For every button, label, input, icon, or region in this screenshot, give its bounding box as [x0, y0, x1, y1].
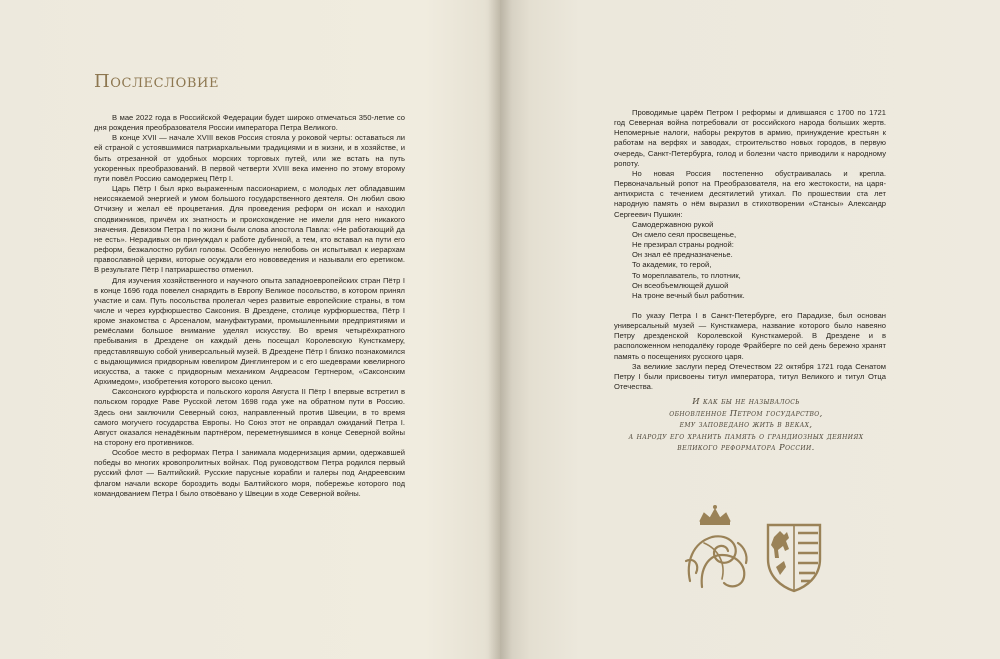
paragraph: Саксонского курфюрста и польского короля Августа II Пётр I впервые встретил в польском городке Раве Русской летом 1698 года уже на обратном пути в Россию. Здесь они заключили Северный союз, направленный против Швеции, в то время самого могучего государства Европы. Но Союз этот не оправдал ожиданий Петра I. Август оказался ненадёжным партнёром, переметнувшимся в конце Северной войны на сторону его противников.	[94, 387, 405, 447]
epigraph-line: великого реформатора России.	[677, 442, 815, 453]
poem-line: То мореплаватель, то плотник,	[632, 270, 741, 280]
page-title: Послесловие	[94, 71, 220, 92]
paragraph: Проводимые царём Петром I реформы и длившаяся с 1700 по 1721 год Северная война потребовали от российского народа больших жертв. Непомерные налоги, наборы рекрутов в армию, принуждение крестьян к работам на верфях и заводах, строительство новых городов, в первую очередь, Санкт-Петербурга, голод и болезни часто приводили к народному ропоту.	[614, 108, 886, 168]
paragraph: Для изучения хозяйственного и научного опыта западноевропейских стран Пётр I в конце 1696 года повелел снарядить в Европу Великое посольство, в котором принял участие и сам. Путь посольства пролегал через развитые европейские страны, в том числе и через курфюршество Саксония. В Дрездене, столице курфюршества, Пётр I кроме знакомства с Арсеналом, мануфактурами, промышленными предприятиями и ремёслами большое внимание уделял искусству. Во время четырёхкратного пребывания в Дрездене он каждый день посещал Королевскую Кунсткамеру, представлявшую собой универсальный музей. В Дрездене Пётр I близко познакомился с выдающимися придворным ювелиром Динглингером и с его шедеврами ювелирного искусства, а также с придворным механиком Андреасом Гертнером, «Саксонским Архимедом», изобретения которого высоко ценил.	[94, 275, 405, 387]
poem-line: То академик, то герой,	[632, 260, 712, 270]
paragraph: Но новая Россия постепенно обустраивалась и крепла. Первоначальный ропот на Преобразователя, на его жестокости, на царя-антихриста с течением десятилетий утихал. По прошествии ста лет народную память о нём выразил в стихотворении «Стансы» Александр Сергеевич Пушкин:	[614, 168, 886, 219]
right-text-column	[614, 108, 886, 392]
paragraph: По указу Петра I в Санкт-Петербурге, его Парадизе, был основан универсальный музей — Кунсткамера, название которого было навеяно Петру дрезденской Королевской Кунсткамерой. В Дрездене и в расположенном неподалёку городе Фрайберге по сей день бережно хранят память о посещениях русского царя.	[614, 310, 886, 361]
poem-line: Не презирал страны родной:	[632, 240, 734, 250]
paragraph: В конце XVII — начале XVIII веков Россия стояла у роковой черты: оставаться ли ей страной с устоявшимися патриархальными традициями и в жизни, и в хозяйстве, и быть отрезанной от удобных морских торговых путей, или же встать на путь ускоренных преобразований. В первой четверти XVIII века именно по этому второму пути повёл Россию самодержец Пётр I.	[94, 133, 405, 183]
paragraph: Царь Пётр I был ярко выраженным пассионарием, с молодых лет обладавшим неиссякаемой энергией и умом большого государственного деятеля. Он любил свою Отчизну и желал её процветания. Для проведения реформ он искал и находил сподвижников, причём их знатность и происхождение не имели для него никакого значения. Девизом Петра I по жизни были слова апостола Павла: «Не работающий да не есть». Нерадивых он принуждал к работе дубинкой, а тем, кто вставал на пути его реформ, безжалостно рубил головы. Особенную нелюбовь он испытывал к иерархам православной церкви, которые осуждали его нововведения и называли его еретиком. В результате Пётр I патриаршество отменил.	[94, 184, 405, 275]
left-text-column	[94, 113, 405, 499]
book-gutter	[488, 0, 512, 659]
epigraph-line: И как бы не называлось	[692, 396, 800, 406]
emblem-group	[678, 503, 838, 593]
crowned-monogram-icon	[686, 505, 747, 587]
poem-line: Он знал её предназначенье.	[632, 250, 733, 260]
paragraph: Особое место в реформах Петра I занимала модернизация армии, одержавшей победы во многих кровопролитных войнах. Под руководством Петра родился первый русский флот — Балтийский. Русские парусные корабли и галеры под Андреевским флагом начали вскоре бороздить воды Балтийского моря, побережье которого под командованием Петра I было отвоёвано у Швеции в ходе Северной войны.	[94, 448, 405, 498]
poem-line: Он смело сеял просвещенье,	[632, 229, 737, 239]
epigraph-line: ему заповедано жить в веках,	[679, 419, 813, 430]
closing-epigraph	[608, 396, 884, 454]
poem-line: На троне вечный был работник.	[632, 290, 745, 300]
poem-line: Самодержавною рукой	[632, 219, 714, 229]
epigraph-line: обновленное Петром государство,	[669, 407, 823, 418]
epigraph-line: а народу его хранить память о грандиозных деяниях	[628, 430, 864, 441]
paragraph: За великие заслуги перед Отечеством 22 октября 1721 года Сенатом Петру I были присвоены титул императора, титул Великого и титул Отца Отечества.	[614, 361, 886, 392]
poem-line: Он всеобъемлющей душой	[632, 280, 729, 290]
paragraph: В мае 2022 года в Российской Федерации будет широко отмечаться 350-летие со дня рождения преобразователя России императора Петра Великого.	[94, 113, 405, 133]
coat-of-arms-icon	[768, 525, 820, 591]
poem-stanzas	[614, 220, 886, 301]
